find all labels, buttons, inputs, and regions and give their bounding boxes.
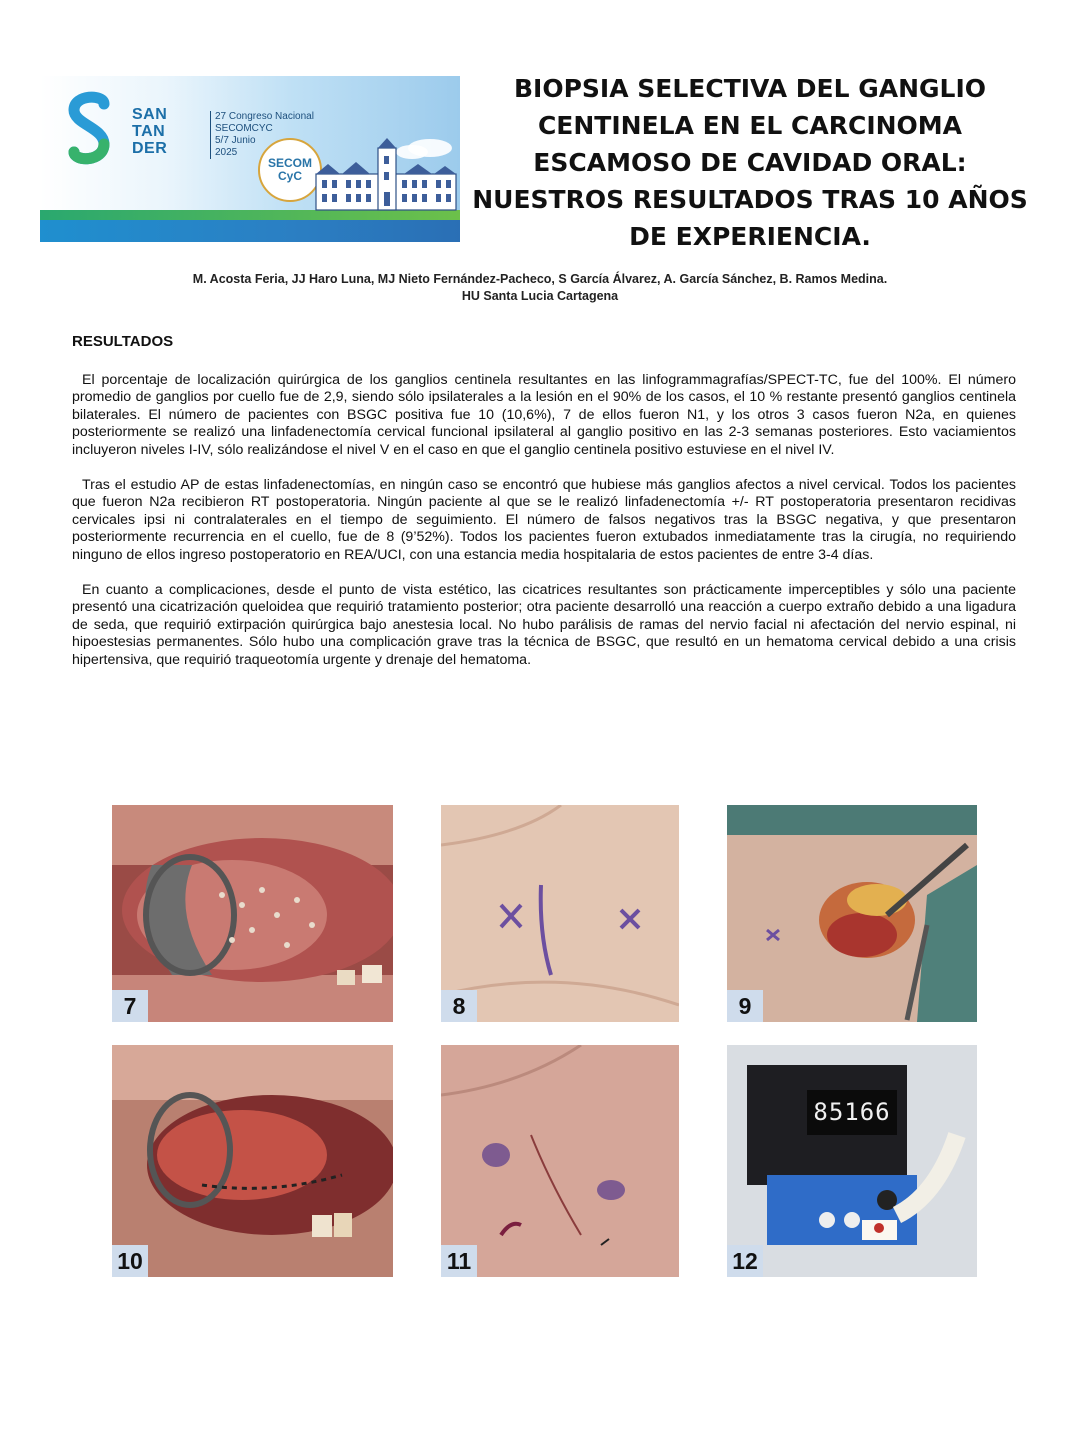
seal-line: SECOM [267, 156, 312, 170]
city-line: SAN [132, 106, 168, 123]
affiliation: HU Santa Lucia Cartagena [461, 289, 619, 303]
seal-line: CyC [277, 169, 302, 183]
device-display-readout: 85166 [813, 1098, 891, 1126]
figure-12-photo [727, 1045, 977, 1277]
city-line: TAN [132, 123, 166, 140]
poster-title: BIOPSIA SELECTIVA DEL GANGLIO CENTINELA EN EL CARCINOMA ESCAMOSO DE CAVIDAD ORAL: NUESTROS RESULTADOS TRAS 10 AÑOS DE EXPERIENCIA. [472, 74, 1028, 251]
figure-11-photo [441, 1045, 679, 1277]
neck-scar-image [441, 1045, 679, 1277]
figure-label: 11 [441, 1245, 477, 1277]
authors-list: M. Acosta Feria, JJ Haro Luna, MJ Nieto Fernández-Pacheco, S García Álvarez, A. García Sánchez, B. Ramos Medina. [192, 272, 888, 286]
congress-line: 27 Congreso Nacional [215, 111, 314, 122]
palace-building-illustration [312, 138, 460, 214]
congress-banner [40, 76, 460, 242]
gamma-probe-device-image [727, 1045, 977, 1277]
figure-label: 7 [112, 990, 148, 1022]
banner-blue-stripe [40, 220, 460, 242]
section-title: RESULTADOS [72, 333, 174, 350]
figure-label: 9 [727, 990, 763, 1022]
figure-8-photo [441, 805, 679, 1022]
sutured-tongue-image [112, 1045, 393, 1277]
congress-line: 5/7 Junio [215, 135, 256, 146]
figure-label: 10 [112, 1245, 148, 1277]
congress-line: 2025 [215, 147, 238, 158]
city-name [132, 106, 167, 157]
figure-9-photo [727, 805, 977, 1022]
figure-label: 12 [727, 1245, 763, 1277]
results-paragraph: En cuanto a complicaciones, desde el punto de vista estético, las cicatrices resultantes son prácticamente imperceptibles y sólo una paciente presentó una cicatrización queloidea que requirió tratamiento posterior; otra paciente desarrolló una reacción a cuerpo extraño debido a una ligadura de seda, que requirió extirpación quirúrgica bajo anestesia local. No hubo parálisis de ramas del nervio facial ni afectación del nervio espinal, ni hipoestesias permanentes. Sólo hubo una complicación grave tras la técnica de BSGC, que resultó en un hematoma cervical debido a una crisis hipertensiva, que requirió traqueotomía urgente y drenaje del hematoma. [72, 582, 1016, 668]
results-paragraph: Tras el estudio AP de estas linfadenectomías, en ningún caso se encontró que hubiese más ganglios afectos a nivel cervical. Todos los pacientes que fueron N2a recibieron RT postoperatoria. Ningún paciente al que se le realizó linfadenectomía +/- RT postoperatoria presentaron recidivas cervicales ipsi ni contralaterales en el tiempo de seguimiento. El número de falsos negativos tras la BSGC negativa, y que presentaron posteriormente recurrencia en el cuello, fue de 8 (9’52%). Todos los pacientes fueron extubados inmediatamente tras la cirugía, no requiriendo ninguno de ellos ingreso postoperatorio en REA/UCI, con una estancia media hospitalaria de estos pacientes de entre 3-4 días. [72, 477, 1016, 563]
surgical-incision-image [727, 805, 977, 1022]
santander-s-logo-icon [60, 90, 122, 170]
results-text [72, 372, 1016, 687]
figure-7-photo [112, 805, 393, 1022]
results-paragraph: El porcentaje de localización quirúrgica de los ganglios centinela resultantes en las linfogrammagrafías/SPECT-TC, fue del 100%. El número promedio de ganglios por cuello fue de 2,9, siendo sólo ipsilaterales a la lesión en el 90% de los casos, el 10 % restante presentó ganglios centinela bilaterales. El número de pacientes con BSGC positiva fue 10 (10,6%), 7 de ellos fueron N1, y los otros 3 casos fueron N2a, en quienes posteriormente se realizó una linfadenectomía cervical funcional ipsilateral al ganglio positivo en las 2-3 semanas posteriores. Esto vaciamientos incluyeron niveles I-IV, sólo realizándose el nivel V en el caso en que el ganglio centinela positivo estuviese en el nivel IV. [72, 372, 1016, 458]
city-line: DER [132, 140, 168, 157]
figure-10-photo [112, 1045, 393, 1277]
authors-block [100, 271, 980, 305]
tongue-lesions-image [112, 805, 393, 1022]
figure-label: 8 [441, 990, 477, 1022]
congress-line: SECOMCYC [215, 123, 273, 134]
